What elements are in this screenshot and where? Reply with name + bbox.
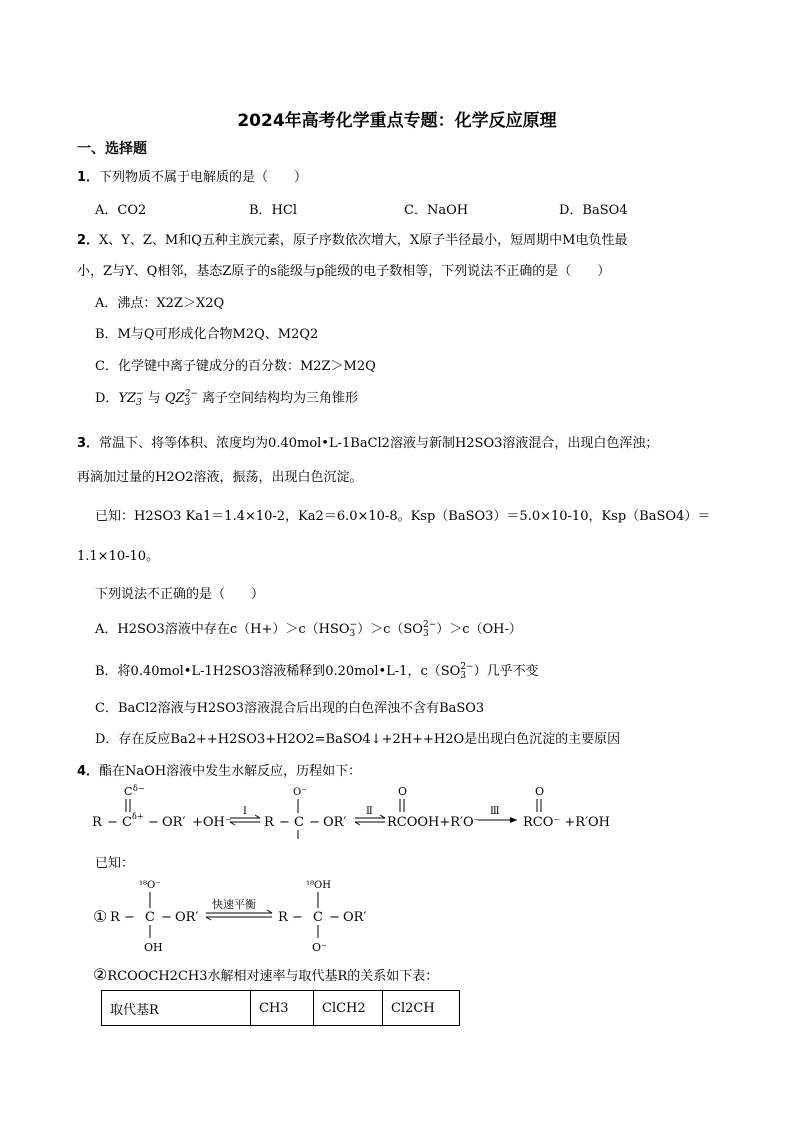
section-heading: 一、选择题	[77, 141, 147, 157]
ion-charge: 2−	[460, 661, 474, 672]
acid-and-alkoxide-products: RCOOH+R′O⁻	[387, 815, 481, 830]
r-group: R	[110, 910, 120, 925]
ion-subscript: 3	[460, 670, 467, 681]
isotope-exchange-equilibrium	[110, 876, 380, 954]
q3-option-b	[95, 660, 539, 681]
known-constants-line: 已知：H2SO3 Ka1＝1.4×10-2，Ka2＝6.0×10-8。Ksp（BaSO3）＝5.0×10-10，Ksp（BaSO4）＝	[95, 509, 711, 524]
question-stem-line: X、Y、Z、M和Q五种主族元素，原子序数依次增大，X原子半径最小，短周期中M电负性最	[99, 233, 628, 248]
table-cell: CH3	[251, 991, 314, 1026]
note-text: RCOOCH2CH3水解相对速率与取代基R的关系如下表：	[107, 969, 439, 984]
delta-minus-label: δ−	[133, 784, 145, 793]
question-stem-line: 再滴加过量的H2O2溶液，振荡，出现白色沉淀。	[77, 470, 363, 485]
hydroxyl-group: OH	[144, 941, 163, 954]
q3-option-a	[95, 618, 522, 639]
question-stem: 下列物质不属于电解质的是（ ）	[99, 170, 308, 185]
ion-formula: SO	[403, 622, 423, 637]
central-carbon: C	[145, 910, 155, 925]
carbonyl-oxygen-label: O	[398, 785, 408, 798]
q2-option-a: A．沸点：X2Z＞X2Q	[95, 296, 225, 311]
q2-option-d	[95, 387, 358, 408]
question-stem: 酯在NaOH溶液中发生水解反应，历程如下：	[99, 764, 362, 779]
ion-charge: −	[349, 619, 358, 630]
ion-formula: QZ	[164, 391, 185, 406]
ion-charge: 2−	[422, 619, 437, 630]
option-label: D．	[95, 391, 119, 406]
question-2	[77, 229, 627, 248]
hydrolysis-mechanism-scheme	[80, 783, 640, 843]
ion-hso3	[318, 619, 358, 639]
or-prime-group: OR′	[323, 815, 347, 830]
table-cell: 取代基R	[102, 991, 251, 1026]
bond-dash: −	[148, 815, 159, 830]
or-prime-group: OR′	[175, 910, 199, 925]
bond-dash: −	[309, 815, 320, 830]
bond-dash: −	[107, 815, 118, 830]
step-label: Ⅰ	[243, 806, 247, 817]
table-cell: Cl2CH	[383, 991, 460, 1026]
ion-formula: HSO	[318, 622, 350, 637]
table-row	[102, 991, 460, 1026]
ion-subscript: 3	[136, 397, 142, 408]
bond-dash: −	[329, 910, 340, 925]
ion-subscript: 3	[184, 397, 191, 408]
q2-option-c: C．化学键中离子键成分的百分数：M2Z＞M2Q	[95, 359, 376, 374]
q1-option-b: B．HCl	[249, 203, 297, 218]
question-number: 4．	[77, 764, 100, 779]
hydroxide-reactant: +OH⁻	[192, 815, 232, 830]
known-constants-line: 1.1×10-10。	[77, 549, 160, 564]
labeled-hydroxyl: ¹⁸OH	[306, 880, 331, 891]
option-text: A．H2SO3溶液中存在c（H+）＞c（	[95, 622, 319, 637]
bond-dash: −	[279, 815, 290, 830]
option-text: ）＞c（	[357, 622, 404, 637]
ion-subscript: 3	[422, 628, 429, 639]
question-ask: 下列说法不正确的是（ ）	[95, 587, 265, 602]
ion-charge: 2−	[184, 388, 198, 399]
ion-subscript: 3	[349, 628, 356, 639]
question-number: 3．	[77, 436, 100, 451]
oxygen-anion: O⁻	[312, 941, 327, 954]
central-carbon: C	[313, 910, 323, 925]
carboxylate-and-alcohol-products: RCO⁻ +R′OH	[523, 815, 611, 830]
q3-option-d: D．存在反应Ba2++H2SO3+H2O2=BaSO4↓+2H++H2O是出现白色沉淀的主要原因	[95, 732, 621, 747]
circled-number-2: ②	[93, 965, 108, 984]
fast-equilibrium-label: 快速平衡	[212, 898, 256, 911]
r-group: R	[92, 815, 102, 830]
ion-formula: SO	[440, 664, 461, 679]
ion-qz3	[164, 388, 198, 408]
option-text: 与	[147, 391, 161, 406]
known-label: 已知：	[95, 856, 135, 871]
option-text: ）＞c（OH-）	[436, 622, 522, 637]
or-prime-group: OR′	[162, 815, 186, 830]
tetrahedral-carbon: C	[294, 815, 304, 830]
carbonyl-oxygen-label: C	[124, 785, 133, 798]
central-carbon: C	[122, 815, 132, 830]
bond-dash: −	[124, 910, 135, 925]
option-text: B．将0.40mol•L-1H2SO3溶液稀释到0.20mol•L-1，c（	[95, 664, 441, 679]
r-group: R	[264, 815, 274, 830]
labeled-oxygen-anion: ¹⁸O⁻	[139, 880, 161, 891]
option-text: 离子空间结构均为三角锥形	[202, 391, 359, 406]
alkoxide-oxygen: O⁻	[293, 787, 307, 798]
option-text: ）几乎不变	[473, 664, 539, 679]
table-cell: ClCH2	[314, 991, 383, 1026]
rate-relation-note	[93, 965, 438, 984]
r-group: R	[278, 910, 288, 925]
question-4	[77, 760, 361, 779]
step-label: Ⅲ	[490, 806, 500, 817]
ion-yz3	[118, 388, 144, 408]
delta-plus-label: δ+	[132, 812, 144, 821]
bond-dash: −	[292, 910, 303, 925]
q2-option-b: B．M与Q可形成化合物M2Q、M2Q2	[95, 327, 319, 342]
page-title: 2024年高考化学重点专题：化学反应原理	[237, 111, 557, 131]
ion-charge: −	[136, 388, 144, 399]
ion-so3	[440, 661, 474, 681]
circled-number-1: ①	[93, 907, 108, 926]
q1-option-d: D．BaSO4	[559, 203, 628, 218]
q1-option-a: A．CO2	[95, 203, 147, 218]
question-stem-line: 常温下、将等体积、浓度均为0.40mol•L-1BaCl2溶液与新制H2SO3溶液混合，出现白色浑浊；	[99, 436, 659, 451]
substituent-table	[101, 990, 460, 1026]
question-stem-line: 小，Z与Y、Q相邻，基态Z原子的s能级与p能级的电子数相等，下列说法不正确的是（ ）	[77, 264, 611, 279]
question-number: 2．	[77, 233, 100, 248]
or-prime-group: OR′	[343, 910, 367, 925]
step-label: Ⅱ	[366, 806, 373, 817]
q3-option-c: C．BaCl2溶液与H2SO3溶液混合后出现的白色浑浊不含有BaSO3	[95, 701, 485, 716]
ion-formula: YZ	[118, 391, 137, 406]
ion-so3	[403, 619, 437, 639]
question-number: 1．	[77, 170, 100, 185]
arrow-head	[510, 817, 517, 823]
bond-dash: −	[161, 910, 172, 925]
question-3	[77, 432, 658, 451]
carbonyl-oxygen-label: O	[535, 785, 545, 798]
question-1	[77, 166, 307, 185]
q1-option-c: C．NaOH	[404, 203, 469, 218]
